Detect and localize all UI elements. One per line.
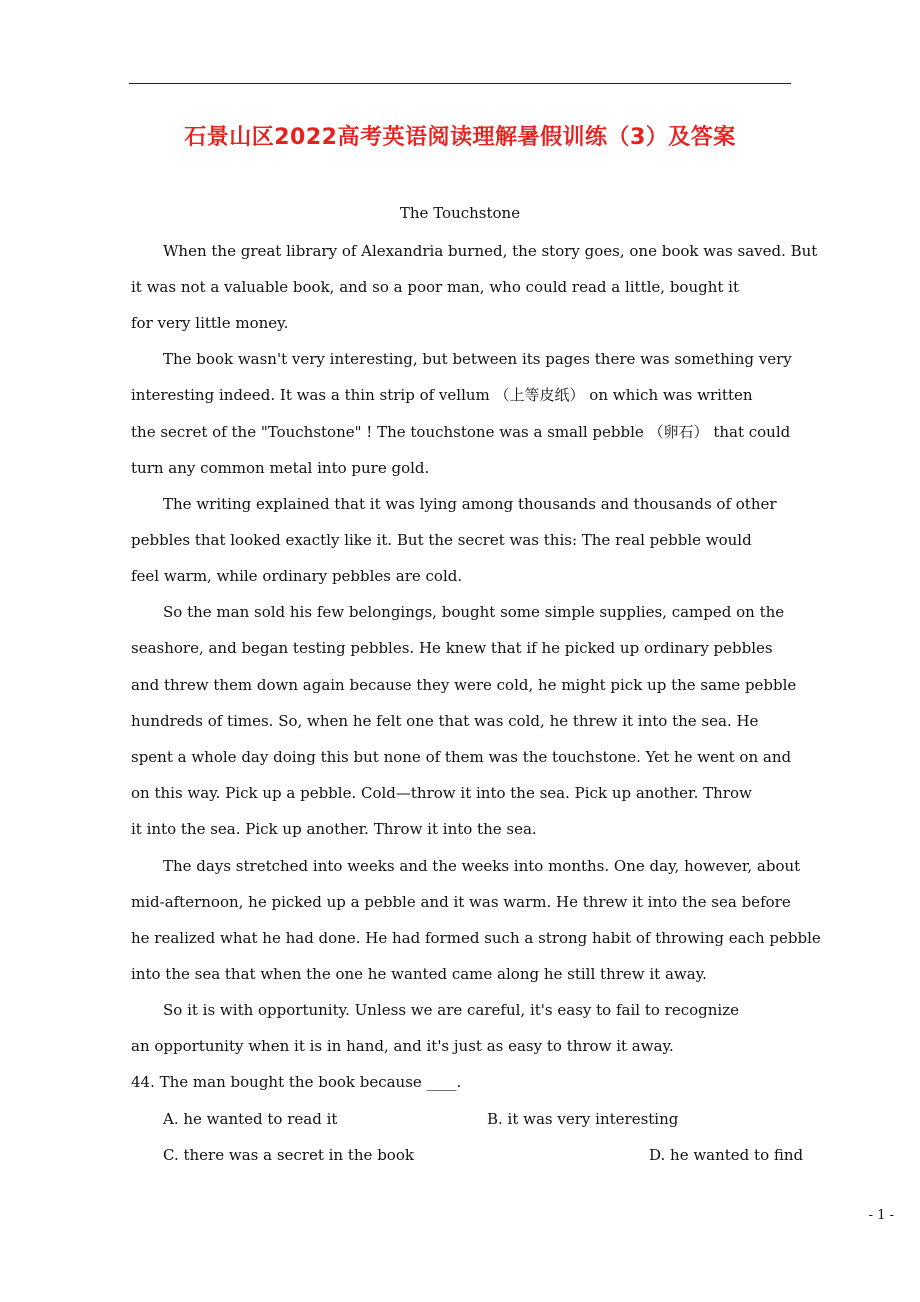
passage-line: spent a whole day doing this but none of them was the touchstone. Yet he went on and — [131, 748, 792, 766]
passage-line: for very little money. — [131, 314, 289, 332]
passage-line: and threw them down again because they were cold, he might pick up the same pebble — [131, 676, 797, 694]
passage-line: seashore, and began testing pebbles. He knew that if he picked up ordinary pebbles — [131, 639, 773, 657]
passage-line: The book wasn't very interesting, but between its pages there was something very — [163, 350, 792, 368]
passage-line: into the sea that when the one he wanted came along he still threw it away. — [131, 965, 707, 983]
option-d: D. he wanted to find — [649, 1146, 804, 1164]
passage-line: So the man sold his few belongings, bought some simple supplies, camped on the — [163, 603, 785, 621]
option-b: B. it was very interesting — [487, 1110, 679, 1128]
passage-line: pebbles that looked exactly like it. But the secret was this: The real pebble would — [131, 531, 752, 549]
passage-line: mid-afternoon, he picked up a pebble and it was warm. He threw it into the sea before — [131, 893, 791, 911]
passage-line: So it is with opportunity. Unless we are careful, it's easy to fail to recognize — [163, 1001, 739, 1019]
passage-line: an opportunity when it is in hand, and it's just as easy to throw it away. — [131, 1037, 674, 1055]
passage-title: The Touchstone — [399, 204, 521, 222]
passage-line: The writing explained that it was lying among thousands and thousands of other — [163, 495, 777, 513]
passage-line: on this way. Pick up a pebble. Cold—throw it into the sea. Pick up another. Throw — [131, 784, 752, 802]
document-title: 石景山区2022高考英语阅读理解暑假训练（3）及答案 — [184, 125, 736, 150]
passage-line: it was not a valuable book, and so a poor man, who could read a little, bought it — [131, 278, 740, 296]
option-c: C. there was a secret in the book — [163, 1146, 414, 1164]
page-number: - 1 - — [868, 1208, 894, 1223]
passage-line: turn any common metal into pure gold. — [131, 459, 430, 477]
passage-line: hundreds of times. So, when he felt one that was cold, he threw it into the sea. He — [131, 712, 759, 730]
passage-line: When the great library of Alexandria burned, the story goes, one book was saved. But — [163, 242, 818, 260]
question-stem: 44. The man bought the book because ____. — [131, 1073, 462, 1091]
passage-line: interesting indeed. It was a thin strip of vellum （上等皮纸） on which was written — [131, 386, 753, 404]
header-rule — [129, 83, 791, 84]
passage-line: the secret of the "Touchstone" ! The touchstone was a small pebble （卵石） that could — [131, 423, 791, 441]
option-a: A. he wanted to read it — [163, 1110, 338, 1128]
passage-line: it into the sea. Pick up another. Throw it into the sea. — [131, 820, 537, 838]
passage-line: The days stretched into weeks and the weeks into months. One day, however, about — [163, 857, 801, 875]
passage-line: he realized what he had done. He had formed such a strong habit of throwing each pebble — [131, 929, 821, 947]
passage-line: feel warm, while ordinary pebbles are cold. — [131, 567, 463, 585]
